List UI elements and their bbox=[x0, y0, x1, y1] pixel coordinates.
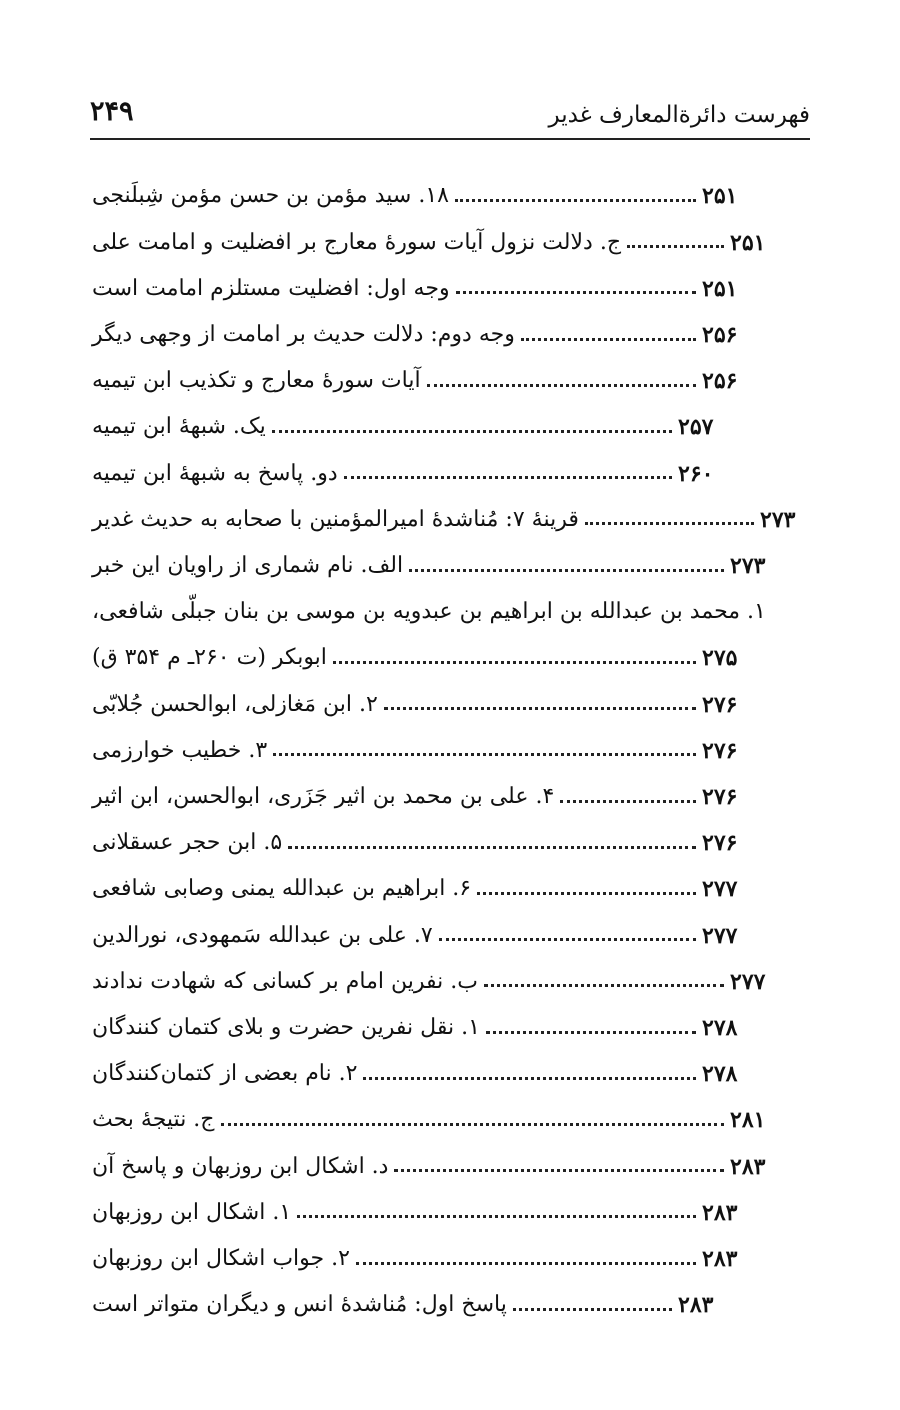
dot-leader bbox=[477, 892, 696, 895]
dot-leader bbox=[273, 753, 696, 756]
toc-entry bbox=[92, 1274, 730, 1320]
toc-entry-page: ۲۵۱ bbox=[702, 183, 738, 210]
toc-entry-title: ۲. جواب اشکال ابن روزبهان bbox=[92, 1246, 350, 1271]
toc-entry-page: ۲۸۳ bbox=[678, 1292, 714, 1319]
toc-entry bbox=[92, 304, 754, 350]
dot-leader bbox=[394, 1169, 724, 1172]
toc-entry-page: ۲۷۵ bbox=[702, 645, 738, 672]
toc-entry-title: ب. نفرین امام بر کسانی که شهادت ندادند bbox=[92, 968, 478, 994]
dot-leader bbox=[363, 1077, 696, 1080]
toc-entry-page: ۲۸۳ bbox=[702, 1246, 738, 1272]
toc-entry bbox=[92, 627, 754, 673]
toc-entry-page: ۲۸۱ bbox=[730, 1107, 766, 1134]
dot-leader bbox=[455, 199, 696, 202]
toc-entry-page: ۲۵۱ bbox=[730, 229, 766, 256]
toc-entry-title: یک. شبههٔ ابن تیمیه bbox=[92, 414, 266, 440]
toc-entry-title: ۱۸. سید مؤمن بن حسن مؤمن شِبلَنجی bbox=[92, 183, 449, 209]
toc-entry-title: ۵. ابن حجر عسقلانی bbox=[92, 830, 283, 856]
toc-entry-title: قرینهٔ ۷: مُناشدهٔ امیرالمؤمنین با صحابه به حدیث غدیر bbox=[92, 506, 579, 532]
toc-entry-title: الف. نام شماری از راویان این خبر bbox=[92, 553, 404, 578]
dot-leader bbox=[513, 1308, 672, 1311]
toc-entry-title: ج. دلالت نزول آیات سورهٔ معارج بر افضلیت و امامت علی bbox=[92, 229, 622, 255]
dot-leader bbox=[439, 938, 696, 941]
dot-leader bbox=[585, 522, 754, 525]
toc-entry-page: ۲۵۱ bbox=[702, 275, 738, 302]
page-number: ۲۴۹ bbox=[90, 96, 134, 127]
dot-leader bbox=[427, 384, 696, 387]
dot-leader bbox=[272, 430, 672, 433]
dot-leader bbox=[627, 245, 724, 248]
toc-entry bbox=[92, 1135, 782, 1181]
toc-entry-title: ۶. ابراهیم بن عبدالله یمنی وصابی شافعی bbox=[92, 876, 472, 902]
toc-entry-page: ۲۷۷ bbox=[702, 922, 738, 949]
toc-entry-title: ۳. خطیب خوارزمی bbox=[92, 737, 268, 763]
toc-entry-title: ۱. نقل نفرین حضرت و بلای کتمان کنندگان bbox=[92, 1015, 480, 1040]
toc-entry bbox=[92, 766, 754, 812]
toc-entry bbox=[92, 396, 730, 442]
dot-leader bbox=[484, 984, 724, 987]
toc-entry-title: ۴. علی بن محمد بن اثیر جَزَری، ابوالحسن، ابن اثیر bbox=[92, 784, 555, 809]
toc-entry bbox=[92, 535, 782, 581]
toc-entry-title: ۲. نام بعضی از کتمان‌کنندگان bbox=[92, 1061, 358, 1087]
page-header bbox=[90, 92, 810, 140]
toc-entry bbox=[92, 350, 754, 396]
toc-entry-page: ۲۵۷ bbox=[678, 414, 714, 441]
toc-entry bbox=[92, 211, 782, 257]
toc-entry bbox=[92, 257, 754, 303]
dot-leader bbox=[221, 1123, 724, 1126]
dot-leader bbox=[486, 1031, 696, 1034]
dot-leader bbox=[356, 1262, 696, 1265]
toc-entry-title: ۱. محمد بن عبدالله بن ابراهیم بن عبدویه بن موسی بن بنان جبلّی شافعی، bbox=[92, 599, 766, 625]
dot-leader bbox=[384, 707, 696, 710]
toc-entry-page: ۲۷۳ bbox=[730, 553, 766, 579]
toc-entry bbox=[92, 581, 766, 627]
toc-entry-page: ۲۷۸ bbox=[702, 1015, 738, 1041]
toc-entry-page: ۲۷۳ bbox=[760, 506, 796, 533]
toc-entry bbox=[92, 1043, 754, 1089]
dot-leader bbox=[521, 338, 696, 341]
toc-entry-title: ابوبکر (ت ۲۶۰ـ م ۳۵۴ ق) bbox=[92, 645, 327, 671]
toc-entry-page: ۲۷۸ bbox=[702, 1061, 738, 1088]
toc-entry bbox=[92, 997, 754, 1043]
toc-entry-title: ج. نتیجهٔ بحث bbox=[92, 1107, 215, 1133]
toc-entry-page: ۲۷۷ bbox=[730, 968, 766, 995]
toc-entry bbox=[92, 812, 754, 858]
toc-entry bbox=[92, 904, 754, 950]
dot-leader bbox=[333, 661, 696, 664]
dot-leader bbox=[560, 800, 696, 803]
toc-entry bbox=[92, 1228, 754, 1274]
toc-entry-page: ۲۷۶ bbox=[702, 784, 738, 810]
toc-entry-page: ۲۶۰ bbox=[678, 460, 714, 487]
toc-entry-title: وجه دوم: دلالت حدیث بر امامت از وجهی دیگر bbox=[92, 322, 515, 347]
running-title: فهرست دائرةالمعارف غدیر bbox=[548, 102, 810, 128]
dot-leader bbox=[288, 846, 696, 849]
toc-entry-page: ۲۵۶ bbox=[702, 368, 738, 395]
toc-entry-title: وجه اول: افضلیت مستلزم امامت است bbox=[92, 275, 450, 301]
toc-entry-page: ۲۷۶ bbox=[702, 691, 738, 718]
toc-entry-page: ۲۷۶ bbox=[702, 830, 738, 857]
toc-entry bbox=[92, 858, 754, 904]
toc-entry-title: پاسخ اول: مُناشدهٔ انس و دیگران متواتر است bbox=[92, 1292, 507, 1318]
dot-leader bbox=[409, 569, 724, 572]
toc-entry-title: د. اشکال ابن روزبهان و پاسخ آن bbox=[92, 1153, 389, 1179]
toc-entry-title: ۱. اشکال ابن روزبهان bbox=[92, 1199, 292, 1225]
toc-entry bbox=[92, 719, 754, 765]
toc-entry-title: ۲. ابن مَغازلی، ابوالحسن جُلابّی bbox=[92, 691, 378, 717]
toc-entry-page: ۲۵۶ bbox=[702, 322, 738, 348]
toc-entry-title: آیات سورهٔ معارج و تکذیب ابن تیمیه bbox=[92, 368, 421, 394]
toc-entry bbox=[92, 673, 754, 719]
toc-entry bbox=[92, 1181, 754, 1227]
toc-entry-title: دو. پاسخ به شبههٔ ابن تیمیه bbox=[92, 460, 338, 486]
toc-entry-page: ۲۸۳ bbox=[730, 1153, 766, 1180]
dot-leader bbox=[344, 476, 672, 479]
toc-entry bbox=[92, 950, 782, 996]
toc-entry bbox=[92, 165, 754, 211]
toc-entry-page: ۲۷۷ bbox=[702, 876, 738, 903]
toc-entry bbox=[92, 488, 812, 534]
dot-leader bbox=[456, 291, 696, 294]
toc-entry-page: ۲۷۶ bbox=[702, 737, 738, 764]
toc-entry-title: ۷. علی بن عبدالله سَمهودی، نورالدین bbox=[92, 922, 433, 948]
toc-entry-page: ۲۸۳ bbox=[702, 1199, 738, 1226]
dot-leader bbox=[297, 1215, 696, 1218]
toc-entry bbox=[92, 1089, 782, 1135]
toc-entry bbox=[92, 442, 730, 488]
